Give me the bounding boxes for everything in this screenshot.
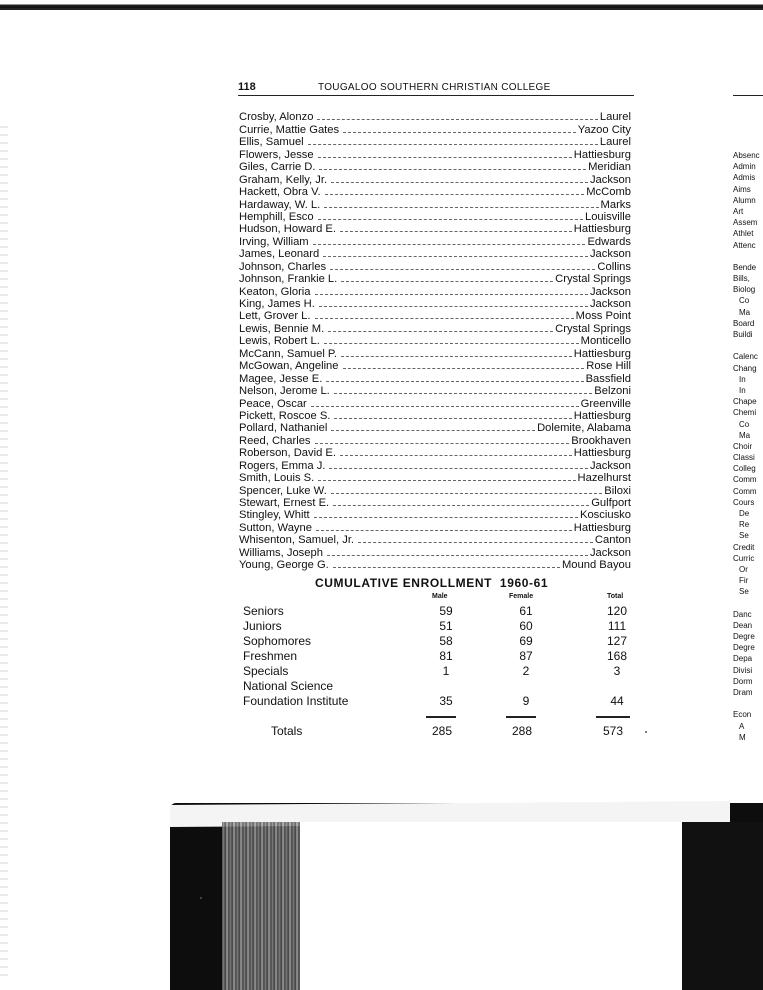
- leader-dashes: [325, 193, 585, 195]
- male-count: 59: [439, 604, 453, 618]
- student-name: Irving, William: [239, 235, 309, 248]
- facing-index-fragment: Econ: [733, 710, 752, 720]
- leader-dashes: [317, 118, 597, 120]
- male-count: 1: [442, 664, 450, 678]
- student-row: [239, 559, 631, 571]
- facing-index-fragment: Ma: [739, 430, 751, 440]
- sum-rule-female: [506, 716, 536, 718]
- facing-index-fragment: Degre: [733, 643, 755, 653]
- student-hometown: Edwards: [587, 235, 631, 248]
- student-hometown: Hattiesburg: [573, 223, 631, 236]
- facing-index-fragment: Alumn: [733, 195, 756, 205]
- student-hometown: Greenville: [580, 397, 631, 410]
- facing-index-fragment: Choir: [733, 441, 753, 451]
- scan-left-edge: [0, 120, 8, 980]
- female-count: 69: [519, 634, 533, 648]
- student-row: [239, 273, 631, 285]
- class-label: Seniors: [243, 604, 284, 618]
- female-count: 2: [522, 664, 530, 678]
- student-name: Magee, Jesse E.: [239, 372, 323, 385]
- student-hometown: Hattiesburg: [573, 347, 631, 360]
- student-hometown: Kosciusko: [580, 509, 631, 522]
- total-count: 168: [606, 649, 628, 663]
- facing-index-fragment: Comm: [733, 475, 757, 485]
- leader-dashes: [313, 243, 586, 245]
- column-header-male: Male: [432, 593, 448, 600]
- leader-dashes: [333, 504, 589, 506]
- student-hometown: Louisville: [584, 210, 631, 223]
- facing-index-fragment: In: [739, 374, 746, 384]
- student-hometown: Hattiesburg: [573, 447, 631, 460]
- facing-index-fragment: Chang: [733, 363, 757, 373]
- facing-index-fragment: Degre: [733, 632, 755, 642]
- enrollment-row: [243, 619, 633, 634]
- student-name: Smith, Louis S.: [239, 472, 315, 485]
- student-name: Sutton, Wayne: [239, 521, 312, 534]
- leader-dashes: [341, 280, 553, 282]
- leader-dashes: [326, 380, 583, 382]
- student-hometown: Mound Bayou: [561, 559, 631, 572]
- male-count: 81: [439, 649, 453, 663]
- facing-index-fragment: Credit: [733, 542, 755, 552]
- leader-dashes: [319, 305, 588, 307]
- facing-index-fragment: Athlet: [733, 229, 754, 239]
- student-row: [239, 410, 631, 422]
- student-name: Spencer, Luke W.: [239, 484, 327, 497]
- facing-index-fragment: Calenc: [733, 352, 758, 362]
- student-row: [239, 260, 631, 272]
- student-hometown: Gulfport: [591, 497, 631, 509]
- total-count: 120: [606, 604, 628, 618]
- student-row: [239, 235, 631, 247]
- leader-dashes: [330, 268, 595, 270]
- leader-dashes: [343, 131, 576, 133]
- class-label: Sophomores: [243, 634, 312, 648]
- student-name: Giles, Carrie D.: [239, 161, 316, 174]
- leader-dashes: [331, 181, 588, 183]
- student-row: [239, 223, 631, 235]
- student-row: [239, 546, 631, 558]
- sum-rule-male: [426, 716, 456, 718]
- facing-index-fragment: In: [739, 385, 746, 395]
- leader-dashes: [331, 492, 603, 494]
- student-name: Crosby, Alonzo: [239, 111, 314, 124]
- facing-index-fragment: Classi: [733, 453, 755, 463]
- student-hometown: Marks: [600, 198, 631, 211]
- student-name: Ellis, Samuel: [239, 136, 304, 149]
- student-row: [239, 248, 631, 260]
- scan-top-line: [0, 8, 763, 10]
- facing-index-fragment: Board: [733, 318, 755, 328]
- facing-index-fragment: Cours: [733, 497, 755, 507]
- leader-dashes: [341, 355, 572, 357]
- student-name: Hudson, Howard E.: [239, 223, 337, 236]
- student-list: [239, 111, 631, 571]
- facing-index-fragment: Divisi: [733, 665, 753, 675]
- student-row: [239, 111, 631, 123]
- facing-index-fragment: Chemi: [733, 408, 757, 418]
- student-row: [239, 422, 631, 434]
- student-row: [239, 173, 631, 185]
- leader-dashes: [334, 392, 593, 394]
- leader-dashes: [315, 317, 574, 319]
- student-row: [239, 123, 631, 135]
- student-hometown: Rose Hill: [586, 360, 631, 373]
- student-hometown: Yazoo City: [577, 123, 631, 136]
- facing-index-fragment: Dram: [733, 688, 753, 697]
- facing-index-fragment: Se: [739, 531, 749, 541]
- leader-dashes: [324, 206, 598, 208]
- male-count: 35: [439, 694, 453, 708]
- student-hometown: Crystal Springs: [555, 322, 631, 335]
- student-row: [239, 136, 631, 148]
- student-name: King, James H.: [239, 298, 315, 310]
- header-rule: [238, 95, 634, 96]
- student-name: Williams, Joseph: [239, 546, 323, 559]
- enrollment-row: [243, 634, 633, 649]
- student-row: [239, 459, 631, 471]
- facing-index-fragment: Re: [739, 520, 750, 530]
- totals-male: 285: [431, 724, 453, 738]
- female-count: 9: [522, 694, 530, 708]
- student-hometown: Moss Point: [575, 310, 631, 323]
- student-hometown: Belzoni: [594, 385, 631, 398]
- facing-index-fragment: M: [739, 732, 746, 742]
- facing-index-fragment: Colleg: [733, 464, 756, 474]
- enrollment-year: 1960-61: [499, 576, 549, 590]
- student-name: Hackett, Obra V.: [239, 186, 321, 199]
- student-name: Johnson, Frankie L.: [239, 273, 338, 286]
- enrollment-row: [243, 694, 633, 709]
- student-name: McGowan, Angeline: [239, 360, 339, 373]
- student-row: [239, 372, 631, 384]
- student-row: [239, 497, 631, 509]
- leader-dashes: [318, 156, 572, 158]
- student-hometown: Jackson: [589, 459, 631, 472]
- leader-dashes: [318, 479, 575, 481]
- student-hometown: Brookhaven: [571, 434, 631, 447]
- facing-index-fragment: Chape: [733, 397, 757, 407]
- student-hometown: Laurel: [599, 136, 631, 149]
- facing-page-index: [733, 150, 763, 743]
- leader-dashes: [318, 218, 583, 220]
- leader-dashes: [315, 293, 588, 295]
- student-hometown: Laurel: [599, 111, 631, 124]
- student-name: Hemphill, Esco: [239, 210, 314, 223]
- student-hometown: McComb: [586, 186, 631, 199]
- student-hometown: Bassfield: [585, 372, 631, 385]
- male-count: 51: [439, 619, 453, 633]
- facing-index-fragment: Aims: [733, 184, 751, 194]
- student-hometown: Jackson: [589, 298, 631, 310]
- student-name: Johnson, Charles: [239, 260, 327, 273]
- student-hometown: Collins: [597, 260, 631, 273]
- leader-dashes: [328, 330, 553, 332]
- student-row: [239, 447, 631, 459]
- facing-index-fragment: Assem: [733, 218, 758, 228]
- leader-dashes: [340, 454, 572, 456]
- student-row: [239, 347, 631, 359]
- student-name: Lewis, Bennie M.: [239, 322, 325, 335]
- facing-index-fragment: Co: [739, 296, 750, 306]
- leader-dashes: [327, 554, 588, 556]
- student-name: Whisenton, Samuel, Jr.: [239, 534, 355, 547]
- facing-index-fragment: Attenc: [733, 240, 756, 250]
- scan-right-shadow: [682, 822, 763, 990]
- leader-dashes: [343, 367, 585, 369]
- student-row: [239, 161, 631, 173]
- student-row: [239, 335, 631, 347]
- student-row: [239, 298, 631, 310]
- facing-index-fragment: A: [739, 721, 745, 731]
- facing-index-fragment: Ma: [739, 307, 751, 317]
- facing-page-rule: [733, 95, 763, 96]
- student-row: [239, 198, 631, 210]
- leader-dashes: [324, 342, 579, 344]
- sum-rule-total: [596, 716, 630, 718]
- student-row: [239, 310, 631, 322]
- student-name: Currie, Mattie Gates: [239, 123, 340, 136]
- student-hometown: Jackson: [589, 173, 631, 186]
- facing-index-fragment: Buildi: [733, 330, 753, 339]
- student-hometown: Dolemite, Alabama: [537, 422, 631, 435]
- student-row: [239, 211, 631, 223]
- student-row: [239, 472, 631, 484]
- scan-top-edge: [0, 0, 763, 14]
- leader-dashes: [329, 467, 588, 469]
- column-header-total: Total: [607, 593, 624, 600]
- class-label: National Science: [243, 679, 334, 693]
- student-row: [239, 148, 631, 160]
- student-row: [239, 397, 631, 409]
- facing-index-fragment: [733, 598, 763, 609]
- student-hometown: Crystal Springs: [555, 273, 631, 286]
- student-name: Young, George G.: [239, 559, 329, 572]
- student-name: Stewart, Ernest E.: [239, 497, 330, 509]
- facing-index-fragment: Depa: [733, 654, 753, 664]
- student-name: Hardaway, W. L.: [239, 198, 321, 211]
- student-name: Flowers, Jesse: [239, 148, 314, 161]
- female-count: 61: [519, 604, 533, 618]
- enrollment-row: [243, 649, 633, 664]
- scan-speck: [645, 731, 647, 733]
- leader-dashes: [358, 541, 593, 543]
- facing-index-fragment: Bende: [733, 262, 757, 272]
- class-label: Juniors: [243, 619, 282, 633]
- leader-dashes: [314, 516, 578, 518]
- facing-index-fragment: Danc: [733, 609, 752, 619]
- facing-index-fragment: Admin: [733, 162, 756, 172]
- student-hometown: Hattiesburg: [573, 521, 631, 534]
- student-row: [239, 509, 631, 521]
- student-name: Graham, Kelly, Jr.: [239, 173, 328, 186]
- leader-dashes: [316, 529, 572, 531]
- enrollment-title: [315, 576, 548, 590]
- totals-label: Totals: [271, 724, 303, 738]
- leader-dashes: [333, 566, 560, 568]
- student-name: Stingley, Whitt: [239, 509, 310, 522]
- male-count: 58: [439, 634, 453, 648]
- leader-dashes: [308, 143, 598, 145]
- student-row: [239, 322, 631, 334]
- student-hometown: Meridian: [588, 161, 631, 174]
- facing-index-fragment: Absenc: [733, 151, 760, 160]
- leader-dashes: [315, 442, 570, 444]
- student-row: [239, 434, 631, 446]
- leader-dashes: [319, 168, 586, 170]
- facing-index-fragment: Biolog: [733, 285, 756, 295]
- total-count: 111: [607, 619, 627, 633]
- facing-index-fragment: De: [739, 509, 750, 518]
- student-hometown: Jackson: [589, 546, 631, 559]
- facing-index-fragment: Bills,: [733, 274, 750, 284]
- student-hometown: Jackson: [589, 248, 631, 261]
- student-hometown: Jackson: [589, 285, 631, 298]
- scan-white-area: [300, 822, 682, 990]
- total-count: 3: [613, 664, 621, 678]
- student-row: [239, 186, 631, 198]
- leader-dashes: [331, 429, 535, 431]
- enrollment-row: [243, 679, 633, 694]
- totals-female: 288: [511, 724, 533, 738]
- female-count: 87: [519, 649, 533, 663]
- student-name: Roberson, David E.: [239, 447, 337, 460]
- student-hometown: Hazelhurst: [577, 472, 631, 485]
- facing-index-fragment: [733, 340, 763, 351]
- student-name: McCann, Samuel P.: [239, 347, 338, 360]
- leader-dashes: [340, 230, 572, 232]
- totals-row: [271, 724, 661, 739]
- facing-index-fragment: Or: [739, 564, 748, 574]
- student-name: Keaton, Gloria: [239, 285, 311, 298]
- student-name: Lett, Grover L.: [239, 310, 311, 323]
- facing-index-fragment: Admis: [733, 173, 756, 183]
- student-hometown: Canton: [594, 534, 631, 547]
- student-row: [239, 360, 631, 372]
- female-count: 60: [519, 619, 533, 633]
- facing-index-fragment: [733, 251, 763, 262]
- total-count: 127: [606, 634, 628, 648]
- student-row: [239, 521, 631, 533]
- student-row: [239, 385, 631, 397]
- leader-dashes: [311, 405, 579, 407]
- student-name: Peace, Oscar: [239, 397, 307, 410]
- facing-index-fragment: Fir: [739, 576, 749, 586]
- column-header-female: Female: [509, 593, 534, 600]
- student-name: Pollard, Nathaniel: [239, 422, 328, 435]
- totals-total: 573: [602, 724, 624, 738]
- student-name: Lewis, Robert L.: [239, 335, 320, 348]
- enrollment-title-text: CUMULATIVE ENROLLMENT: [315, 576, 493, 590]
- facing-index-fragment: Dean: [733, 620, 753, 630]
- student-hometown: Monticello: [580, 335, 631, 348]
- facing-index-fragment: Se: [739, 587, 749, 597]
- student-name: Pickett, Roscoe S.: [239, 409, 331, 422]
- enrollment-row: [243, 664, 633, 679]
- student-hometown: Biloxi: [604, 484, 631, 497]
- class-label: Specials: [243, 664, 289, 678]
- page-number: 118: [238, 81, 256, 93]
- leader-dashes: [323, 255, 588, 257]
- facing-index-fragment: Comm: [733, 486, 757, 496]
- scan-speck: [200, 897, 202, 899]
- running-title: TOUGALOO SOUTHERN CHRISTIAN COLLEGE: [318, 82, 551, 93]
- student-row: [239, 285, 631, 297]
- student-row: [239, 484, 631, 496]
- student-hometown: Hattiesburg: [573, 148, 631, 161]
- class-label: Foundation Institute: [243, 694, 349, 708]
- facing-index-fragment: Curric: [733, 553, 755, 563]
- facing-index-fragment: [733, 698, 763, 709]
- student-name: Nelson, Jerome L.: [239, 385, 330, 398]
- student-name: Reed, Charles: [239, 434, 311, 447]
- class-label: Freshmen: [243, 649, 298, 663]
- student-name: James, Leonard: [239, 248, 320, 261]
- leader-dashes: [334, 417, 571, 419]
- enrollment-row: [243, 604, 633, 619]
- facing-index-fragment: Dorm: [733, 676, 753, 686]
- total-count: 44: [610, 694, 624, 708]
- facing-index-fragment: Art: [733, 206, 744, 216]
- student-hometown: Hattiesburg: [573, 409, 631, 422]
- student-name: Rogers, Emma J.: [239, 459, 326, 472]
- student-row: [239, 534, 631, 546]
- facing-index-fragment: Co: [739, 419, 750, 429]
